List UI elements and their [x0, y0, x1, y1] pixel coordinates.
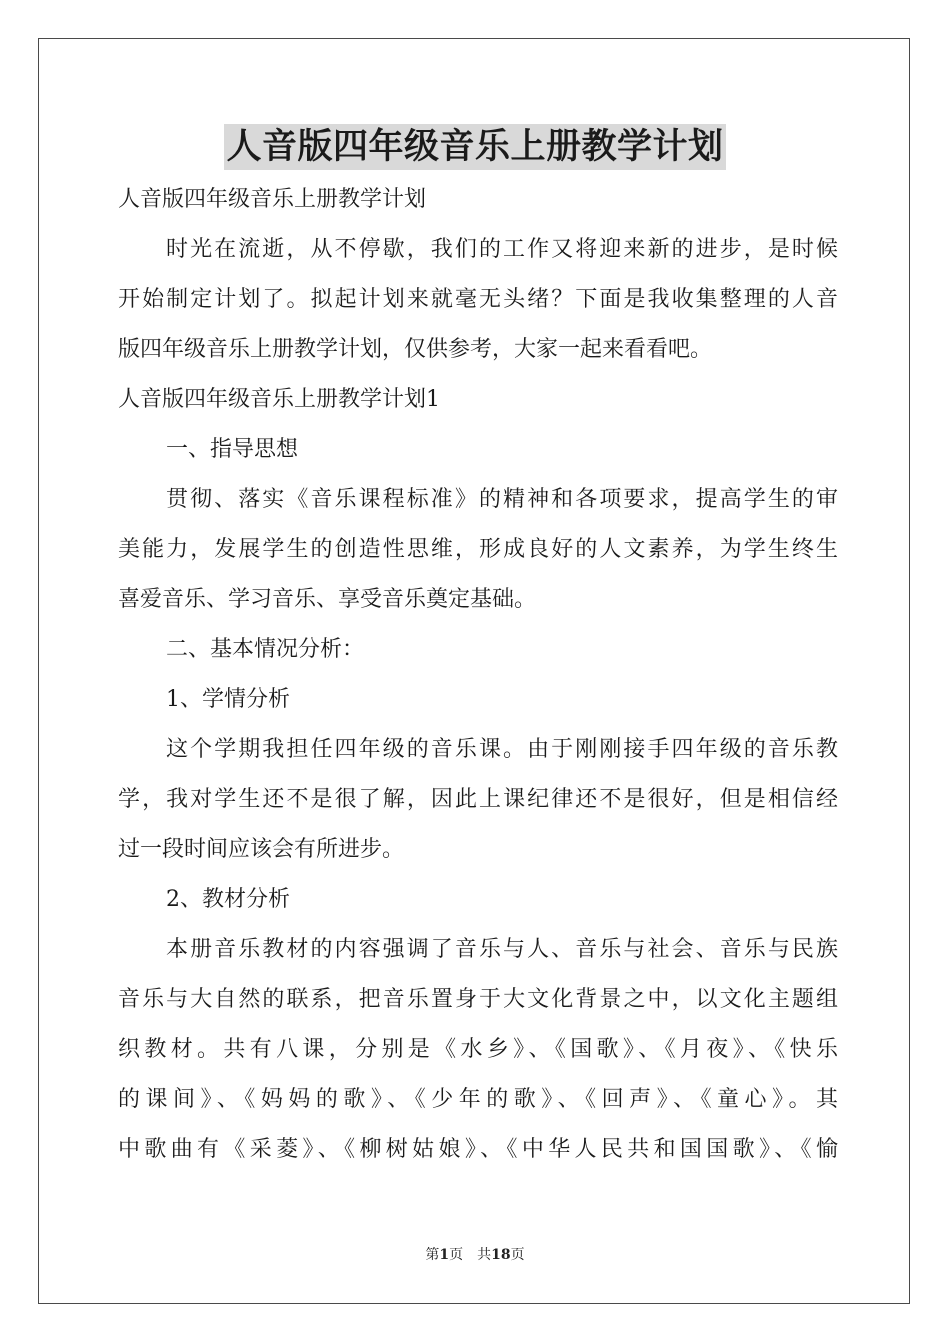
text-line: 喜爱音乐、学习音乐、享受音乐奠定基础。	[118, 587, 537, 612]
footer-suffix: 页	[510, 1247, 525, 1263]
text-line: 本册音乐教材的内容强调了音乐与人、音乐与社会、音乐与民族	[166, 937, 838, 962]
text-line: 这个学期我担任四年级的音乐课。由于刚刚接手四年级的音乐教	[166, 737, 838, 762]
text-line: 人音版四年级音乐上册教学计划	[118, 187, 427, 212]
title-container	[0, 124, 950, 170]
text-line: 贯彻、落实《音乐课程标准》的精神和各项要求，提高学生的审	[166, 487, 838, 512]
page-footer	[0, 1244, 950, 1264]
text-line: 一、指导思想	[166, 437, 299, 462]
footer-prefix: 第	[425, 1247, 440, 1263]
document-title: 人音版四年级音乐上册教学计划	[224, 124, 725, 170]
footer-mid: 页 共	[449, 1247, 492, 1263]
text-line: 开始制定计划了。拟起计划来就毫无头绪？下面是我收集整理的人音	[118, 287, 838, 312]
text-line: 过一段时间应该会有所进步。	[118, 837, 405, 862]
text-line: 1、学情分析	[166, 687, 290, 712]
text-line: 2、教材分析	[166, 887, 290, 912]
text-line: 学，我对学生还不是很了解，因此上课纪律还不是很好，但是相信经	[118, 787, 838, 812]
text-line: 人音版四年级音乐上册教学计划1	[118, 387, 440, 412]
text-line: 中歌曲有《采菱》、《柳树姑娘》、《中华人民共和国国歌》、《愉	[118, 1137, 838, 1162]
text-line: 二、基本情况分析：	[166, 637, 365, 662]
document-body	[118, 175, 838, 1175]
text-line: 织教材。共有八课，分别是《水乡》、《国歌》、《月夜》、《快乐	[118, 1037, 838, 1062]
footer-page-number: 1	[439, 1247, 450, 1263]
text-line: 的课间》、《妈妈的歌》、《少年的歌》、《回声》、《童心》。其	[118, 1087, 838, 1112]
text-line: 版四年级音乐上册教学计划，仅供参考，大家一起来看看吧。	[118, 337, 713, 362]
text-line: 时光在流逝，从不停歇，我们的工作又将迎来新的进步，是时候	[166, 237, 838, 262]
footer-total-pages: 18	[491, 1247, 511, 1263]
text-line: 美能力，发展学生的创造性思维，形成良好的人文素养，为学生终生	[118, 537, 838, 562]
text-line: 音乐与大自然的联系，把音乐置身于大文化背景之中，以文化主题组	[118, 987, 838, 1012]
